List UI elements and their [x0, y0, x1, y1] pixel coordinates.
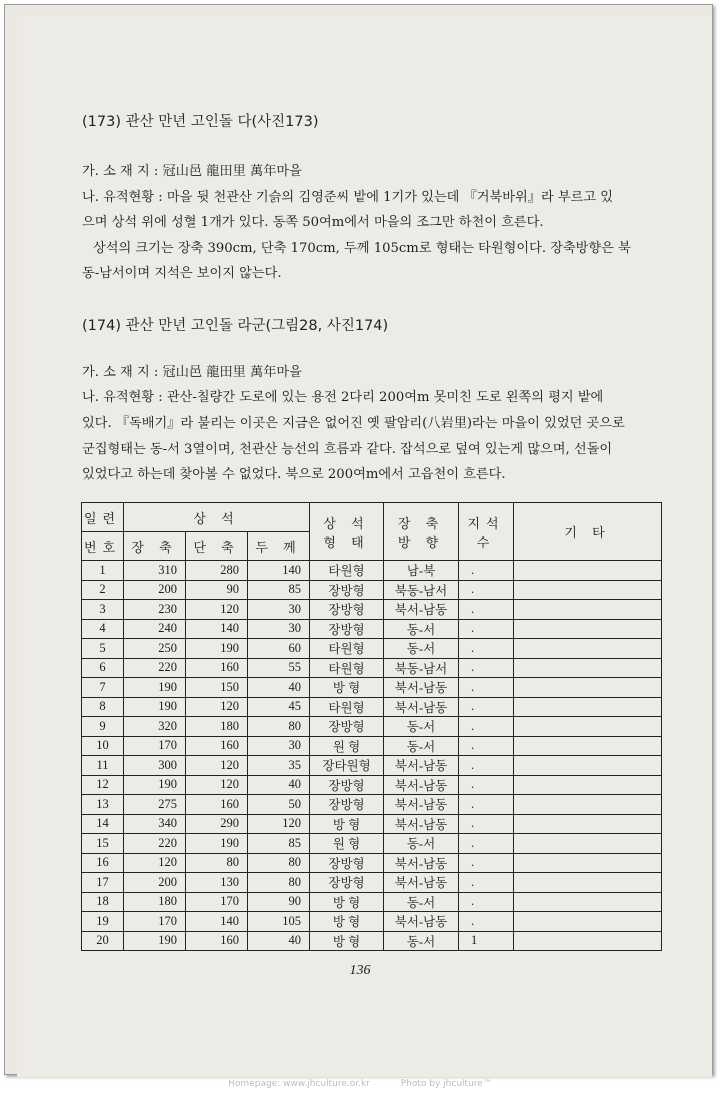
- cell-etc: [514, 795, 662, 815]
- cell-long: 310: [124, 561, 186, 581]
- cell-number: 14: [82, 814, 124, 834]
- cell-etc: [514, 619, 662, 639]
- cell-thickness: 55: [248, 658, 310, 678]
- cell-direction: 북동-남서: [384, 658, 459, 678]
- header-shape: 상 석 형 태: [310, 503, 384, 561]
- cell-etc: [514, 912, 662, 932]
- cell-short: 120: [186, 775, 248, 795]
- cell-number: 3: [82, 600, 124, 620]
- cell-number: 11: [82, 756, 124, 776]
- header-support-stones: 지석수: [459, 503, 514, 561]
- footer-watermark: [0, 1079, 720, 1089]
- cell-short: 160: [186, 658, 248, 678]
- cell-support: .: [459, 600, 514, 620]
- section-173-location: 가. 소 재 지 : 冠山邑 龍田里 萬年마을: [82, 164, 302, 179]
- cell-long: 190: [124, 775, 186, 795]
- cell-etc: [514, 756, 662, 776]
- cell-long: 200: [124, 873, 186, 893]
- cell-shape: 장방형: [310, 619, 384, 639]
- cell-short: 190: [186, 639, 248, 659]
- section-heading-173: (173) 관산 만년 고인돌 다(사진173): [82, 114, 319, 130]
- cell-thickness: 45: [248, 697, 310, 717]
- table-row: [82, 931, 662, 951]
- table-row: [82, 814, 662, 834]
- cell-number: 1: [82, 561, 124, 581]
- cell-thickness: 30: [248, 600, 310, 620]
- cell-short: 180: [186, 717, 248, 737]
- cell-etc: [514, 600, 662, 620]
- cell-long: 340: [124, 814, 186, 834]
- cell-support: .: [459, 619, 514, 639]
- cell-long: 170: [124, 912, 186, 932]
- section-174-status: 나. 유적현황 : 관산-칠량간 도로에 있는 용전 2다리 200여m 못미친 도로 왼쪽의 평지 밭에: [82, 390, 604, 405]
- dolmen-table: [81, 502, 662, 951]
- cell-number: 9: [82, 717, 124, 737]
- table-row: [82, 736, 662, 756]
- section-173-status-cont: 으며 상석 위에 성혈 1개가 있다. 동쪽 50여m에서 마을의 조그만 하천이 흐른다.: [82, 215, 544, 230]
- cell-shape: 장타원형: [310, 756, 384, 776]
- cell-number: 20: [82, 931, 124, 951]
- cell-long: 190: [124, 931, 186, 951]
- cell-number: 2: [82, 580, 124, 600]
- header-direction: 장 축 방 향: [384, 503, 459, 561]
- cell-thickness: 30: [248, 619, 310, 639]
- cell-long: 200: [124, 580, 186, 600]
- cell-thickness: 120: [248, 814, 310, 834]
- cell-long: 180: [124, 892, 186, 912]
- cell-short: 170: [186, 892, 248, 912]
- cell-etc: [514, 814, 662, 834]
- cell-short: 280: [186, 561, 248, 581]
- cell-long: 250: [124, 639, 186, 659]
- cell-short: 190: [186, 834, 248, 854]
- cell-etc: [514, 717, 662, 737]
- cell-thickness: 105: [248, 912, 310, 932]
- cell-short: 120: [186, 600, 248, 620]
- cell-support: .: [459, 814, 514, 834]
- section-heading-174: (174) 관산 만년 고인돌 라군(그림28, 사진174): [82, 318, 389, 334]
- header-thickness: 두 께: [248, 532, 310, 561]
- page-number: 136: [349, 963, 371, 978]
- cell-shape: 타원형: [310, 561, 384, 581]
- cell-support: .: [459, 775, 514, 795]
- cell-shape: 장방형: [310, 600, 384, 620]
- cell-direction: 동-서: [384, 892, 459, 912]
- cell-long: 190: [124, 678, 186, 698]
- footer-homepage[interactable]: Homepage: www.jhculture.or.kr: [228, 1079, 370, 1089]
- cell-number: 7: [82, 678, 124, 698]
- cell-etc: [514, 834, 662, 854]
- cell-etc: [514, 658, 662, 678]
- header-number: 번호: [82, 532, 124, 561]
- table-row: [82, 834, 662, 854]
- table-body: [82, 561, 662, 951]
- cell-shape: 타원형: [310, 658, 384, 678]
- cell-support: .: [459, 736, 514, 756]
- cell-support: .: [459, 873, 514, 893]
- cell-support: .: [459, 853, 514, 873]
- cell-shape: 방 형: [310, 678, 384, 698]
- cell-etc: [514, 892, 662, 912]
- table-row: [82, 795, 662, 815]
- cell-direction: 동-서: [384, 717, 459, 737]
- cell-shape: 장방형: [310, 580, 384, 600]
- cell-direction: 동-서: [384, 736, 459, 756]
- cell-support: 1: [459, 931, 514, 951]
- table-row: [82, 873, 662, 893]
- cell-support: .: [459, 639, 514, 659]
- cell-support: .: [459, 892, 514, 912]
- cell-direction: 북서-남동: [384, 912, 459, 932]
- section-174-status-cont1: 있다. 『독배기』라 불리는 이곳은 지금은 없어진 옛 팔암리(八岩里)라는 마을이 있었던 곳으로: [82, 416, 625, 431]
- cell-direction: 북서-남동: [384, 853, 459, 873]
- cell-shape: 방 형: [310, 931, 384, 951]
- cell-support: .: [459, 912, 514, 932]
- cell-direction: 동-서: [384, 834, 459, 854]
- cell-number: 15: [82, 834, 124, 854]
- cell-short: 140: [186, 619, 248, 639]
- cell-direction: 동-서: [384, 619, 459, 639]
- cell-shape: 타원형: [310, 697, 384, 717]
- cell-direction: 북서-남동: [384, 697, 459, 717]
- cell-support: .: [459, 795, 514, 815]
- cell-number: 17: [82, 873, 124, 893]
- cell-thickness: 80: [248, 873, 310, 893]
- cell-support: .: [459, 678, 514, 698]
- cell-direction: 북서-남동: [384, 814, 459, 834]
- cell-short: 130: [186, 873, 248, 893]
- cell-shape: 장방형: [310, 775, 384, 795]
- header-etc: 기 타: [514, 503, 662, 561]
- cell-short: 160: [186, 795, 248, 815]
- cell-thickness: 90: [248, 892, 310, 912]
- table-row: [82, 853, 662, 873]
- cell-direction: 북서-남동: [384, 795, 459, 815]
- table-row: [82, 756, 662, 776]
- cell-thickness: 60: [248, 639, 310, 659]
- header-long-axis: 장 축: [124, 532, 186, 561]
- table-row: [82, 775, 662, 795]
- cell-short: 150: [186, 678, 248, 698]
- cell-support: .: [459, 580, 514, 600]
- cell-number: 10: [82, 736, 124, 756]
- cell-short: 160: [186, 931, 248, 951]
- cell-support: .: [459, 658, 514, 678]
- cell-support: .: [459, 697, 514, 717]
- cell-etc: [514, 853, 662, 873]
- header-serial: 일련: [82, 503, 124, 532]
- cell-thickness: 50: [248, 795, 310, 815]
- cell-direction: 북서-남동: [384, 873, 459, 893]
- cell-long: 220: [124, 658, 186, 678]
- table-row: [82, 717, 662, 737]
- cell-number: 8: [82, 697, 124, 717]
- section-173-status: 나. 유적현황 : 마을 뒷 천관산 기슭의 김영준씨 밭에 1기가 있는데 『거북바위』라 부르고 있: [82, 190, 614, 205]
- cell-direction: 북서-남동: [384, 775, 459, 795]
- table-row: [82, 678, 662, 698]
- cell-long: 320: [124, 717, 186, 737]
- cell-long: 190: [124, 697, 186, 717]
- table-row: [82, 892, 662, 912]
- cell-thickness: 30: [248, 736, 310, 756]
- section-174-status-cont3: 있었다고 하는데 찾아볼 수 없었다. 북으로 200여m에서 고읍천이 흐른다.: [82, 467, 506, 482]
- footer-photo-credit: Photo by jhculture™: [400, 1079, 492, 1089]
- table-row: [82, 658, 662, 678]
- header-short-axis: 단 축: [186, 532, 248, 561]
- table-row: [82, 639, 662, 659]
- cell-support: .: [459, 834, 514, 854]
- cell-thickness: 140: [248, 561, 310, 581]
- cell-shape: 장방형: [310, 873, 384, 893]
- cell-shape: 방 형: [310, 912, 384, 932]
- cell-number: 4: [82, 619, 124, 639]
- table-row: [82, 580, 662, 600]
- table-row: [82, 600, 662, 620]
- cell-long: 240: [124, 619, 186, 639]
- table-row: [82, 912, 662, 932]
- cell-number: 5: [82, 639, 124, 659]
- cell-thickness: 80: [248, 717, 310, 737]
- cell-number: 12: [82, 775, 124, 795]
- section-174-status-cont2: 군집형태는 동-서 3열이며, 천관산 능선의 흐름과 같다. 잡석으로 덮여 있는게 많으며, 선돌이: [82, 442, 613, 457]
- cell-long: 300: [124, 756, 186, 776]
- cell-short: 160: [186, 736, 248, 756]
- cell-short: 140: [186, 912, 248, 932]
- cell-thickness: 85: [248, 834, 310, 854]
- cell-number: 13: [82, 795, 124, 815]
- cell-etc: [514, 697, 662, 717]
- cell-shape: 장방형: [310, 853, 384, 873]
- cell-thickness: 40: [248, 775, 310, 795]
- cell-direction: 남-북: [384, 561, 459, 581]
- cell-etc: [514, 931, 662, 951]
- cell-support: .: [459, 717, 514, 737]
- cell-direction: 북서-남동: [384, 678, 459, 698]
- cell-etc: [514, 736, 662, 756]
- cell-number: 6: [82, 658, 124, 678]
- cell-direction: 동-서: [384, 639, 459, 659]
- cell-short: 120: [186, 697, 248, 717]
- cell-long: 220: [124, 834, 186, 854]
- cell-number: 19: [82, 912, 124, 932]
- cell-direction: 북동-남서: [384, 580, 459, 600]
- cell-short: 90: [186, 580, 248, 600]
- cell-etc: [514, 775, 662, 795]
- cell-etc: [514, 580, 662, 600]
- cell-thickness: 80: [248, 853, 310, 873]
- cell-short: 290: [186, 814, 248, 834]
- cell-shape: 장방형: [310, 717, 384, 737]
- cell-thickness: 40: [248, 931, 310, 951]
- cell-long: 275: [124, 795, 186, 815]
- table-row: [82, 697, 662, 717]
- cell-direction: 동-서: [384, 931, 459, 951]
- cell-shape: 원 형: [310, 834, 384, 854]
- cell-shape: 장방형: [310, 795, 384, 815]
- cell-support: .: [459, 756, 514, 776]
- cell-number: 16: [82, 853, 124, 873]
- section-174-location: 가. 소 재 지 : 冠山邑 龍田里 萬年마을: [82, 365, 302, 380]
- cell-short: 120: [186, 756, 248, 776]
- cell-support: .: [459, 561, 514, 581]
- table-row: [82, 561, 662, 581]
- cell-number: 18: [82, 892, 124, 912]
- cell-etc: [514, 678, 662, 698]
- section-173-stone-size-cont: 동-남서이며 지석은 보이지 않는다.: [82, 266, 282, 281]
- cell-etc: [514, 561, 662, 581]
- cell-long: 120: [124, 853, 186, 873]
- cell-shape: 방 형: [310, 892, 384, 912]
- cell-short: 80: [186, 853, 248, 873]
- cell-thickness: 40: [248, 678, 310, 698]
- cell-long: 230: [124, 600, 186, 620]
- cell-shape: 원 형: [310, 736, 384, 756]
- cell-shape: 타원형: [310, 639, 384, 659]
- cell-thickness: 85: [248, 580, 310, 600]
- cell-direction: 북서-남동: [384, 600, 459, 620]
- table-row: [82, 619, 662, 639]
- cell-shape: 방 형: [310, 814, 384, 834]
- section-173-stone-size: 상석의 크기는 장축 390cm, 단축 170cm, 두께 105cm로 형태는 타원형이다. 장축방향은 북: [93, 241, 631, 256]
- header-capstone: 상 석: [124, 503, 310, 532]
- cell-etc: [514, 639, 662, 659]
- cell-long: 170: [124, 736, 186, 756]
- cell-thickness: 35: [248, 756, 310, 776]
- cell-direction: 북서-남동: [384, 756, 459, 776]
- cell-etc: [514, 873, 662, 893]
